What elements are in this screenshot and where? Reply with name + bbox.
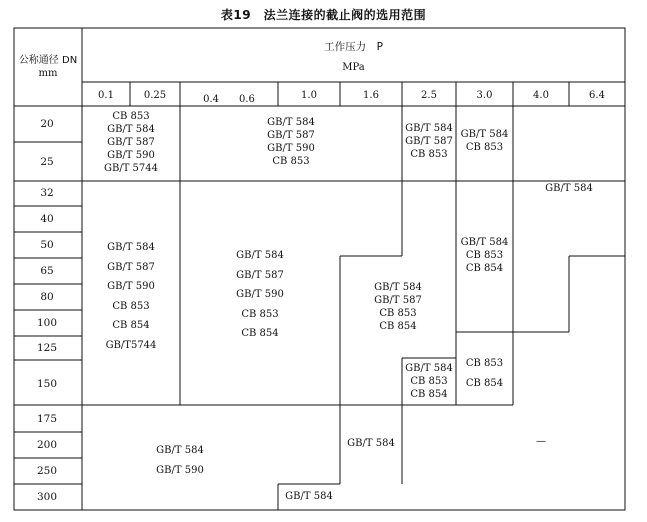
dn-row-50: 50: [40, 239, 54, 251]
dn-row-40: 40: [40, 213, 54, 225]
standard-code: CB 854: [112, 320, 150, 332]
standard-code: GB/T 584: [460, 129, 509, 140]
pressure-col-4: 1.6: [363, 90, 379, 101]
standard-code: GB/T 587: [107, 261, 155, 273]
dn-header-unit: mm: [38, 68, 58, 79]
standard-code: GB/T 587: [107, 137, 155, 148]
standard-code: GB/T 590: [156, 465, 204, 476]
dn-row-32: 32: [40, 187, 54, 199]
standard-code: GB/T 590: [107, 150, 155, 161]
standard-code: GB/T 590: [107, 281, 155, 293]
standard-code: CB 853: [465, 142, 504, 153]
pressure-col-3: 1.0: [301, 90, 317, 101]
pressure-col-0: 0.1: [98, 90, 114, 101]
dn-row-65: 65: [40, 265, 54, 277]
cell-standards: [456, 128, 513, 154]
standard-code: GB/T 587: [236, 269, 284, 281]
dn-row-175: 175: [36, 413, 58, 425]
pressure-col-6: 3.0: [476, 90, 493, 101]
standard-code: GB/T 584: [374, 282, 422, 293]
cell-dash: [513, 435, 569, 448]
standard-code: GB/T 584: [107, 124, 155, 135]
pressure-col-2: 0.4 0.6: [203, 94, 255, 105]
standard-code: CB 853: [112, 300, 150, 312]
standard-code: GB/T 587: [405, 136, 453, 147]
pressure-header-unit: MPa: [342, 62, 365, 73]
dn-row-80: 80: [40, 291, 54, 303]
standard-code: CB 854: [379, 321, 417, 332]
standard-code: GB/T 584: [236, 250, 284, 261]
standard-code: GB/T 5744: [103, 163, 158, 174]
standard-code: CB 854: [465, 378, 504, 389]
dn-row-250: 250: [36, 465, 58, 477]
standard-code: GB/T 584: [156, 445, 204, 456]
cell-standards: [82, 110, 180, 175]
standard-code: CB 853: [410, 149, 448, 160]
standard-code: CB 853: [379, 308, 417, 319]
cell-standards: [340, 281, 456, 333]
standard-code: GB/T 584: [405, 123, 453, 134]
standard-code: GB/T 587: [374, 295, 422, 306]
cell-standards: [513, 182, 625, 195]
cell-standards: [340, 437, 402, 450]
standard-code: CB 853: [410, 376, 448, 387]
table-title: 表19 法兰连接的截止阀的选用范围: [220, 8, 427, 22]
standard-code: CB 853: [112, 111, 150, 122]
standard-code: GB/T 584: [107, 242, 155, 253]
pressure-col-7: 4.0: [533, 90, 549, 101]
standard-code: GB/T 590: [236, 289, 284, 301]
standard-code: CB 853: [272, 156, 310, 167]
standard-code: GB/T 584: [460, 237, 509, 248]
standard-code: GB/T 584: [347, 438, 395, 449]
cell-standards: [82, 238, 180, 356]
cell-standards: [456, 354, 513, 394]
standard-code: CB 854: [465, 263, 504, 274]
cell-standards: [402, 362, 456, 401]
cell-standards: [402, 122, 456, 161]
standard-code: GB/T5744: [105, 339, 157, 351]
cell-standards: [82, 441, 278, 481]
dn-row-200: 200: [36, 439, 58, 451]
dn-row-125: 125: [36, 342, 58, 354]
standard-code: GB/T 584: [267, 117, 315, 128]
cell-standards: [180, 116, 402, 168]
pressure-header-label: 工作压力 P: [324, 41, 383, 53]
cell-standards: [456, 236, 513, 275]
dash-mark: —: [536, 436, 546, 447]
dn-row-100: 100: [36, 317, 58, 329]
standard-code: CB 853: [241, 308, 279, 320]
standard-code: GB/T 587: [267, 130, 315, 141]
pressure-col-1: 0.25: [143, 90, 167, 101]
standard-code: CB 854: [241, 328, 279, 340]
pressure-col-8: 6.4: [589, 90, 605, 101]
dn-row-20: 20: [40, 118, 54, 130]
standard-code: CB 854: [410, 389, 448, 400]
pressure-col-5: 2.5: [421, 90, 437, 101]
standard-code: CB 853: [465, 358, 504, 369]
standard-code: GB/T 584: [405, 363, 453, 374]
standard-code: CB 853: [465, 250, 504, 261]
dn-row-150: 150: [36, 378, 58, 390]
standard-code: GB/T 584: [285, 491, 333, 502]
standard-code: GB/T 584: [545, 183, 593, 194]
cell-standards: [278, 490, 340, 503]
standard-code: GB/T 590: [267, 143, 315, 154]
dn-row-25: 25: [40, 156, 54, 168]
cell-standards: [180, 246, 340, 344]
dn-header-label: 公称通径 DN: [18, 55, 78, 66]
dn-row-300: 300: [36, 491, 58, 503]
